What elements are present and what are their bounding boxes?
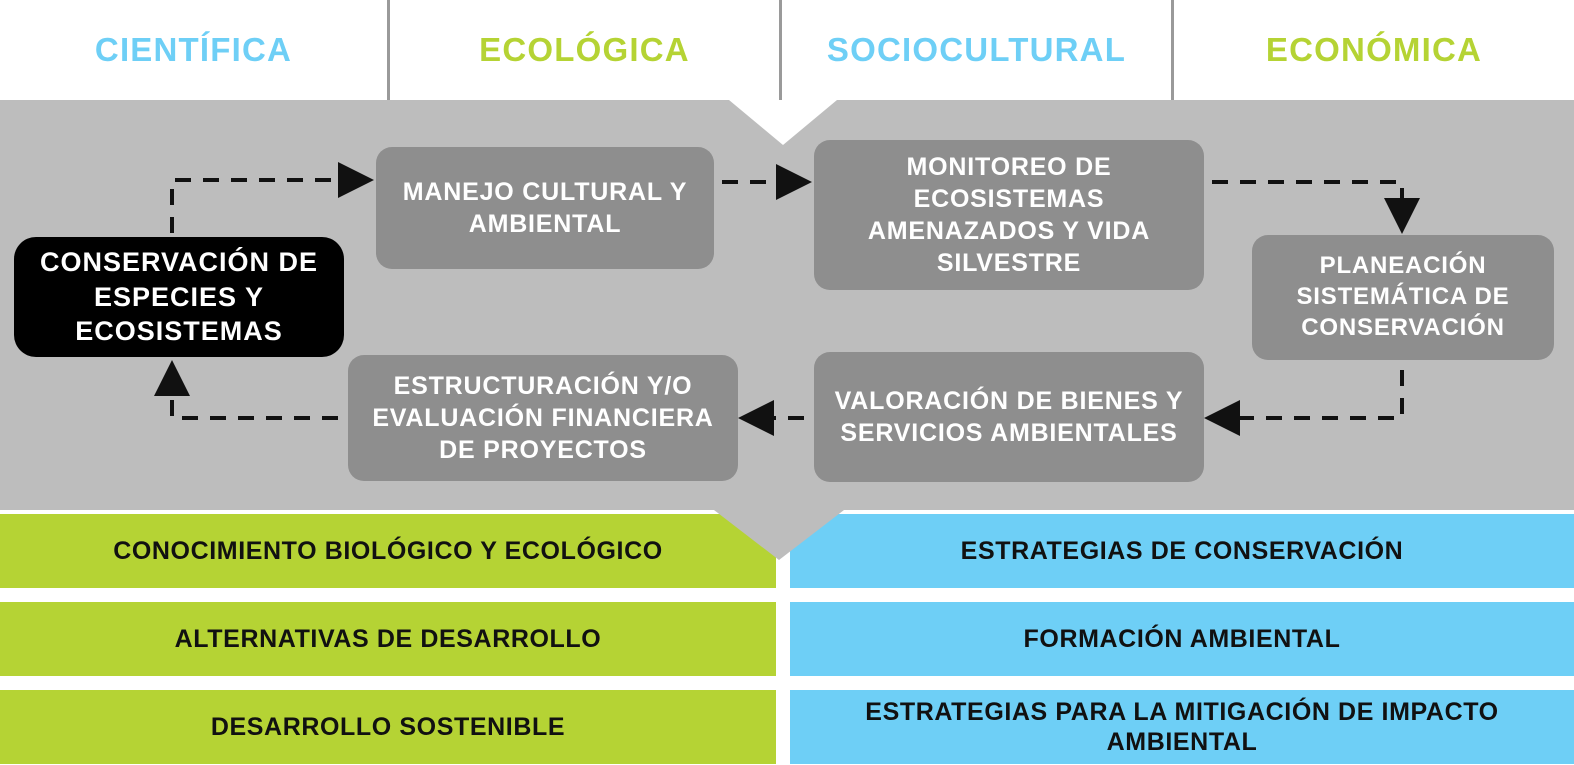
- bottom-notch-wedge: [714, 510, 844, 560]
- header-label-ecologica: ECOLÓGICA: [479, 31, 690, 68]
- node-conservacion-especies-ecosistemas: [14, 237, 344, 357]
- top-notch-wedge: [729, 100, 837, 145]
- bar-estrategias-mitigacion: [790, 690, 1574, 764]
- bar-label: FORMACIÓN AMBIENTAL: [1023, 625, 1341, 653]
- node-label: MONITOREO DE ECOSISTEMAS AMENAZADOS Y VIDA SILVESTRE: [867, 153, 1151, 277]
- header-column-economica: [1174, 0, 1574, 100]
- bar-formacion-ambiental: [790, 602, 1574, 676]
- node-estructuracion-financiera: [348, 355, 738, 481]
- bar-label: CONOCIMIENTO BIOLÓGICO Y ECOLÓGICO: [113, 537, 663, 565]
- bar-label: ESTRATEGIAS DE CONSERVACIÓN: [960, 537, 1404, 565]
- node-label: CONSERVACIÓN DE ESPECIES Y ECOSISTEMAS: [39, 247, 319, 347]
- bar-estrategias-conservacion: [790, 514, 1574, 588]
- bar-conocimiento-biologico: [0, 514, 776, 588]
- bottom-row-3: [0, 690, 1574, 764]
- node-label: VALORACIÓN DE BIENES Y SERVICIOS AMBIENTALES: [834, 387, 1184, 447]
- header-row: [0, 0, 1574, 100]
- bar-desarrollo-sostenible: [0, 690, 776, 764]
- header-column-cientifica: [0, 0, 390, 100]
- bar-label: ALTERNATIVAS DE DESARROLLO: [174, 625, 602, 653]
- header-label-cientifica: CIENTÍFICA: [94, 31, 293, 68]
- bar-label: DESARROLLO SOSTENIBLE: [210, 713, 566, 741]
- header-column-ecologica: [390, 0, 782, 100]
- node-label: PLANEACIÓN SISTEMÁTICA DE CONSERVACIÓN: [1296, 252, 1510, 341]
- bar-label: ESTRATEGIAS PARA LA MITIGACIÓN DE IMPACTO AMBIENTAL: [865, 698, 1499, 756]
- node-label: ESTRUCTURACIÓN Y/O EVALUACIÓN FINANCIERA DE PROYECTOS: [372, 372, 714, 464]
- header-label-economica: ECONÓMICA: [1265, 31, 1483, 68]
- node-planeacion-sistematica: [1252, 235, 1554, 360]
- bar-alternativas-desarrollo: [0, 602, 776, 676]
- node-label: MANEJO CULTURAL Y AMBIENTAL: [402, 178, 688, 238]
- bottom-row-2: [0, 602, 1574, 676]
- header-column-sociocultural: [782, 0, 1174, 100]
- node-manejo-cultural-y-ambiental: [376, 147, 714, 269]
- node-monitoreo-ecosistemas: [814, 140, 1204, 290]
- node-valoracion-bienes-servicios: [814, 352, 1204, 482]
- header-label-sociocultural: SOCIOCULTURAL: [826, 31, 1127, 68]
